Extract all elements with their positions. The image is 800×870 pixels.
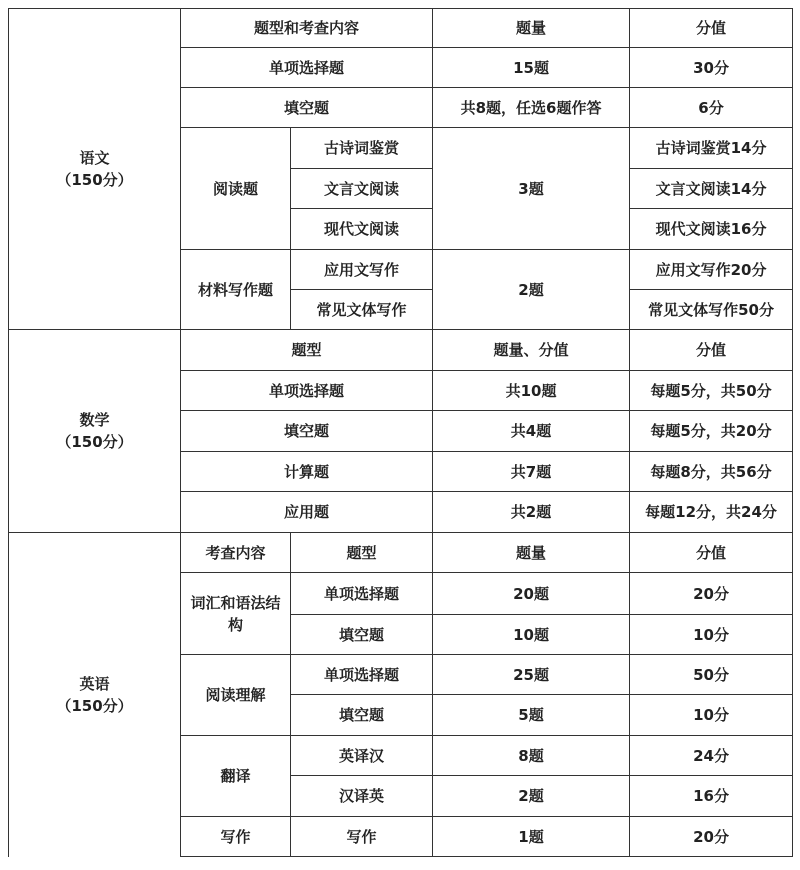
math-header-points: 分值 bbox=[630, 330, 793, 371]
english-item-count: 25题 bbox=[433, 655, 630, 695]
chinese-reading-item-points: 现代文阅读16分 bbox=[630, 209, 793, 250]
english-item-points: 20分 bbox=[630, 573, 793, 615]
english-item-points: 10分 bbox=[630, 615, 793, 655]
english-group-content: 翻译 bbox=[181, 736, 291, 817]
english-item-type: 单项选择题 bbox=[291, 655, 433, 695]
chinese-subject-name: 语文 bbox=[79, 149, 110, 167]
english-subject-score: （150分） bbox=[56, 696, 133, 715]
chinese-header-row bbox=[9, 9, 793, 48]
english-item-type: 英译汉 bbox=[291, 736, 433, 776]
chinese-writing-item-points: 常见文体写作50分 bbox=[630, 290, 793, 330]
chinese-writing-label: 材料写作题 bbox=[181, 250, 291, 330]
chinese-header-content: 题型和考查内容 bbox=[181, 9, 433, 48]
english-group-content: 阅读理解 bbox=[181, 655, 291, 736]
english-group-content: 写作 bbox=[181, 817, 291, 857]
english-group-content: 词汇和语法结构 bbox=[181, 573, 291, 655]
english-item-count: 5题 bbox=[433, 695, 630, 736]
chinese-row-label: 填空题 bbox=[181, 88, 433, 128]
chinese-reading-item-label: 古诗词鉴赏 bbox=[291, 128, 433, 169]
math-row-points: 每题12分，共24分 bbox=[630, 492, 793, 533]
english-item-type: 填空题 bbox=[291, 695, 433, 736]
math-row-label: 应用题 bbox=[181, 492, 433, 533]
english-item-count: 20题 bbox=[433, 573, 630, 615]
chinese-reading-item-points: 古诗词鉴赏14分 bbox=[630, 128, 793, 169]
english-item-type: 汉译英 bbox=[291, 776, 433, 817]
exam-structure-table bbox=[8, 8, 793, 857]
english-header-content: 考查内容 bbox=[181, 533, 291, 573]
english-header-type: 题型 bbox=[291, 533, 433, 573]
english-item-count: 10题 bbox=[433, 615, 630, 655]
english-subject-name: 英语 bbox=[79, 674, 110, 693]
english-header-points: 分值 bbox=[630, 533, 793, 573]
math-subject-cell bbox=[9, 330, 181, 533]
english-header-row bbox=[9, 533, 793, 573]
math-row-label: 填空题 bbox=[181, 411, 433, 452]
chinese-row-label: 单项选择题 bbox=[181, 48, 433, 88]
chinese-reading-count: 3题 bbox=[433, 128, 630, 250]
chinese-subject-score: （150分） bbox=[56, 171, 133, 189]
math-row-points: 每题8分，共56分 bbox=[630, 452, 793, 492]
english-item-type: 写作 bbox=[291, 817, 433, 857]
math-row-label: 计算题 bbox=[181, 452, 433, 492]
chinese-reading-item-label: 现代文阅读 bbox=[291, 209, 433, 250]
english-item-count: 2题 bbox=[433, 776, 630, 817]
chinese-reading-label: 阅读题 bbox=[181, 128, 291, 250]
math-subject-name: 数学 bbox=[79, 411, 110, 429]
english-item-points: 16分 bbox=[630, 776, 793, 817]
math-header-type: 题型 bbox=[181, 330, 433, 371]
math-row-count: 共10题 bbox=[433, 371, 630, 411]
math-row-count: 共7题 bbox=[433, 452, 630, 492]
math-subject-score: （150分） bbox=[56, 433, 133, 451]
english-item-points: 50分 bbox=[630, 655, 793, 695]
chinese-header-count: 题量 bbox=[433, 9, 630, 48]
chinese-row-points: 30分 bbox=[630, 48, 793, 88]
math-header-count: 题量、分值 bbox=[433, 330, 630, 371]
math-row-points: 每题5分，共20分 bbox=[630, 411, 793, 452]
chinese-writing-count: 2题 bbox=[433, 250, 630, 330]
english-item-type: 单项选择题 bbox=[291, 573, 433, 615]
chinese-row-count: 15题 bbox=[433, 48, 630, 88]
math-row-points: 每题5分，共50分 bbox=[630, 371, 793, 411]
math-row-count: 共2题 bbox=[433, 492, 630, 533]
chinese-reading-item-points: 文言文阅读14分 bbox=[630, 169, 793, 209]
chinese-header-points: 分值 bbox=[630, 9, 793, 48]
chinese-row-count: 共8题，任选6题作答 bbox=[433, 88, 630, 128]
chinese-subject-cell bbox=[9, 9, 181, 330]
chinese-writing-item-label: 常见文体写作 bbox=[291, 290, 433, 330]
english-subject-cell bbox=[9, 533, 181, 857]
english-item-points: 20分 bbox=[630, 817, 793, 857]
math-header-row bbox=[9, 330, 793, 371]
english-item-count: 1题 bbox=[433, 817, 630, 857]
chinese-reading-item-label: 文言文阅读 bbox=[291, 169, 433, 209]
english-item-type: 填空题 bbox=[291, 615, 433, 655]
chinese-writing-item-points: 应用文写作20分 bbox=[630, 250, 793, 290]
math-row-count: 共4题 bbox=[433, 411, 630, 452]
english-item-count: 8题 bbox=[433, 736, 630, 776]
math-row-label: 单项选择题 bbox=[181, 371, 433, 411]
english-item-points: 10分 bbox=[630, 695, 793, 736]
english-item-points: 24分 bbox=[630, 736, 793, 776]
chinese-row-points: 6分 bbox=[630, 88, 793, 128]
chinese-writing-item-label: 应用文写作 bbox=[291, 250, 433, 290]
english-header-count: 题量 bbox=[433, 533, 630, 573]
